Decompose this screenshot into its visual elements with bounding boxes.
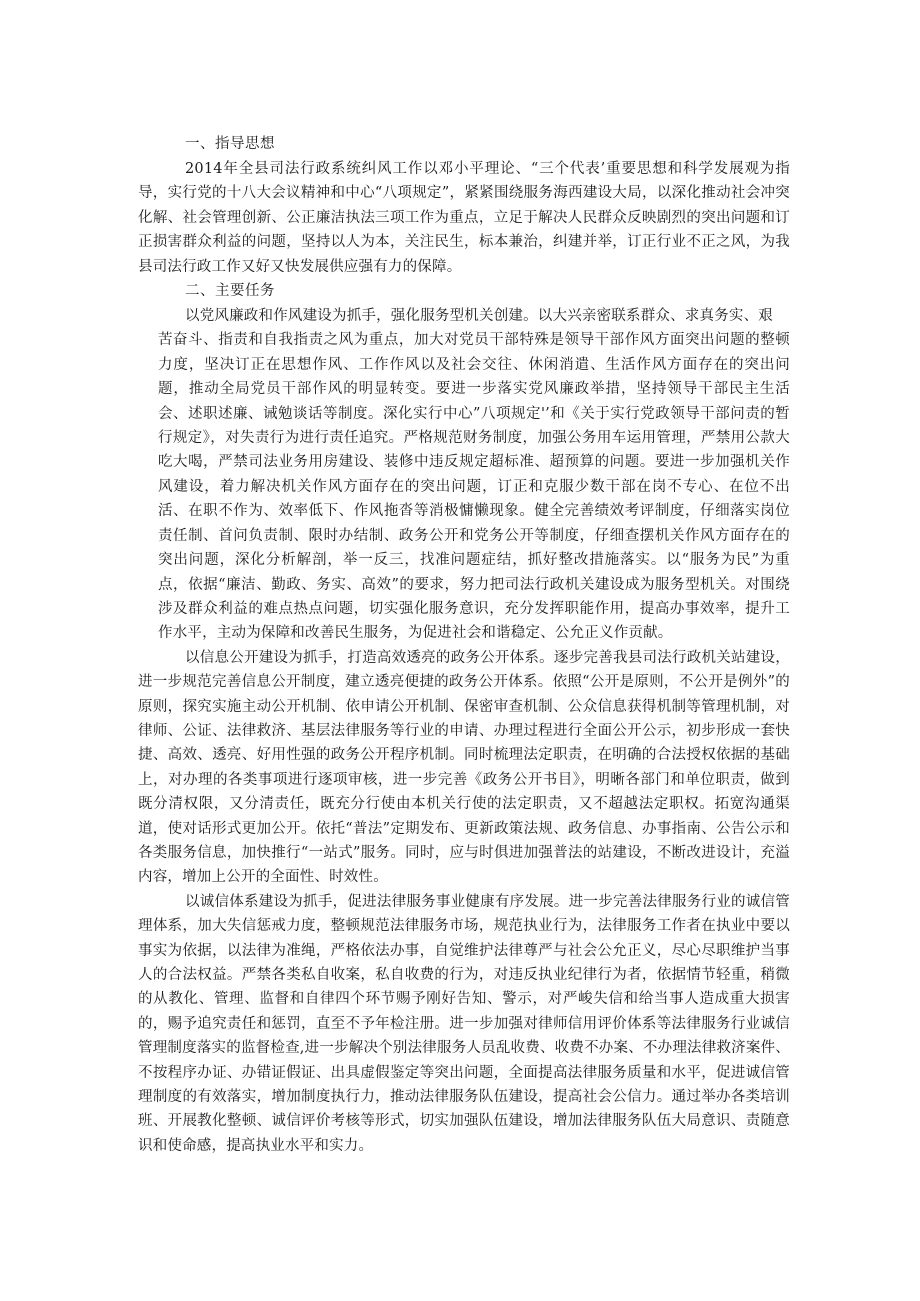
- section-heading-guiding-ideology: 一、指导思想: [185, 136, 275, 152]
- guiding-ideology-paragraph: 2014年全县司法行政系统纠风工作以邓小平理论、“三个代表’重要思想和科学发展观为指导，实行党的十八大会议精神和中心“八项规定”，紧紧围绕服务海西建设大局，以深化推动社会冲突化解、社会管理创新、公正廉洁执法三项工作为重点，立足于解决人民群众反映剧烈的突出问题和订正损害群众利益的问题，坚持以人为本，关注民生，标本兼治，纠建并举，订正行业不正之风，为我县司法行政工作又好又快发展供应强有力的保障。: [138, 161, 790, 275]
- section-heading-main-tasks: 二、主要任务: [185, 283, 275, 300]
- task1-intro-paragraph: 以党风廉政和作风建设为抓手，强化服务型机关创建。以大兴亲密联系群众、求真务实、艰: [185, 308, 773, 325]
- task2-paragraph: 以信息公开建设为抓手，打造高效透亮的政务公开体系。逐步完善我县司法行政机关站建设，进一步规范完善信息公开制度，建立透亮便捷的政务公开体系。依照“公开是原则，不公开是例外”的原则，探究实施主动公开机制、依申请公开机制、保密审查机制、公众信息获得机制等管理机制，对律师、公证、法律救济、基层法律服务等行业的申请、办理过程进行全面公开公示，初步形成一套快捷、高效、透亮、好用性强的政务公开程序机制。同时梳理法定职责，在明确的合法授权依据的基础上，对办理的各类事项进行逐项审核，进一步完善《政务公开书目》，明晰各部门和单位职责，做到既分清权限，又分清责任，既充分行使由本机关行使的法定职责，又不超越法定职权。拓宽沟通渠道，使对话形式更加公开。依托“普法”定期发布、更新政策法规、政务信息、办事指南、公告公示和各类服务信息，加快推行“一站式”服务。同时，应与时俱进加强普法的站建设，不断改进设计，充溢内容，增加上公开的全面性、时效性。: [138, 649, 790, 886]
- task3-paragraph: 以诚信体系建设为抓手，促进法律服务事业健康有序发展。进一步完善法律服务行业的诚信管理体系，加大失信惩戒力度，整顿规范法律服务市场，规范执业行为，法律服务工作者在执业中要以事实为依据，以法律为准绳，严格依法办事，自觉维护法律尊严与社会公允正义，尽心尽职维护当事人的合法权益。严禁各类私自收案，私自收费的行为，对违反执业纪律行为者，依据情节轻重，稍微的从教化、管理、监督和自律四个环节赐予刚好告知、警示，对严峻失信和给当事人造成重大损害的，赐予追究责任和惩罚，直至不予年检注册。进一步加强对律师信用评价体系等法律服务行业诚信管理制度落实的监督检查,进一步解决个别法律服务人员乱收费、收费不办案、不办理法律救济案件、不按程序办证、办错证假证、出具虚假鉴定等突出问题，全面提高法律服务质量和水平，促进诚信管理制度的有效落实，增加制度执行力，推动法律服务队伍建设，提高社会公信力。通过举办各类培训班、开展教化整顿、诚信评价考核等形式，切实加强队伍建设，增加法律服务队伍大局意识、责随意识和使命感，提高执业水平和实力。: [138, 893, 790, 1154]
- task1-body-paragraph: 苦奋斗、指责和自我指责之风为重点，加大对党员干部特殊是领导干部作风方面突出问题的整顿力度，坚决订正在思想作风、工作作风以及社会交往、休闲消遣、生活作风方面存在的突出问题，推动全局党员干部作风的明显转变。要进一步落实党风廉政举措，坚持领导干部民主生活会、述职述廉、诫勉谈话等制度。深化实行中心”八项规定'’和《关于实行党政领导干部问责的暂行规定》，对失责行为进行责任追究。严格规范财务制度，加强公务用车运用管理，严禁用公款大吃大喝，严禁司法业务用房建设、装修中违反规定超标准、超预算的问题。要进一步加强机关作风建设，着力解决机关作风方面存在的突出问题，订正和克服少数干部在岗不专心、在位不出活、在职不作为、效率低下、作风拖沓等消极慵懒现象。健全完善绩效考评制度，仔细落实岗位责任制、首问负责制、限时办结制、政务公开和党务公开等制度，仔细查摆机关作风方面存在的突出问题，深化分析解剖，举一反三，找准问题症结，抓好整改措施落实。以“服务为民”为重点，依据“廉洁、勤政、务实、高效”的要求，努力把司法行政机关建设成为服务型机关。对围绕涉及群众利益的难点热点问题，切实强化服务意识，充分发挥职能作用，提高办事效率，提升工作水平，主动为保障和改善民生服务，为促进社会和谐稳定、公允正义作贡献。: [158, 332, 790, 642]
- document-page: [138, 132, 790, 1158]
